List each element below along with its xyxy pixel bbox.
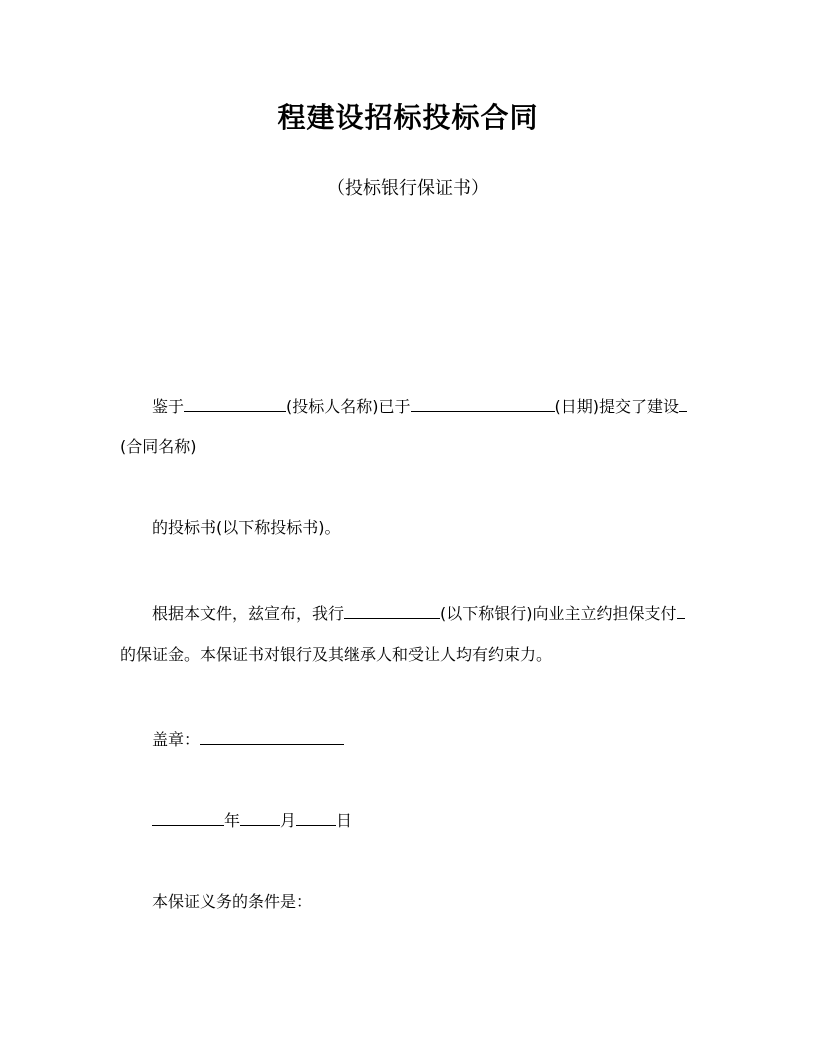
year-blank[interactable] [152,809,224,826]
lead-text: 鉴于 [152,397,185,416]
conditions-intro: 本保证义务的条件是： [152,892,313,911]
contract-blank[interactable] [679,395,687,412]
year-label: 年 [224,811,241,830]
seal-line [152,728,344,750]
seal-blank[interactable] [200,728,344,745]
date-line [152,809,352,831]
paragraph-1-line-2: (合同名称) [120,437,197,456]
amount-blank[interactable] [677,602,685,619]
document-title: 程建设招标投标合同 [277,101,539,134]
paragraph-3-line-2: 的保证金。本保证书对银行及其继承人和受让人均有约束力。 [120,645,553,664]
paragraph-1-line-1 [152,395,687,417]
month-label: 月 [280,811,297,830]
declaration-text: 根据本文件，兹宣布，我行 [152,604,345,623]
paragraph-2: 的投标书(以下称投标书)。 [152,518,341,537]
month-blank[interactable] [240,809,280,826]
bidder-name-blank[interactable] [184,395,286,412]
seal-label: 盖章： [152,730,201,749]
bank-name-blank[interactable] [344,602,440,619]
day-label: 日 [336,811,353,830]
date-blank[interactable] [411,395,555,412]
paragraph-3-line-1 [152,602,685,624]
bidder-name-label: (投标人名称)已于 [286,397,411,416]
day-blank[interactable] [296,809,336,826]
bank-label: (以下称银行)向业主立约担保支付 [440,604,677,623]
date-label: (日期)提交了建设 [554,397,680,416]
document-subtitle: （投标银行保证书） [327,178,489,199]
